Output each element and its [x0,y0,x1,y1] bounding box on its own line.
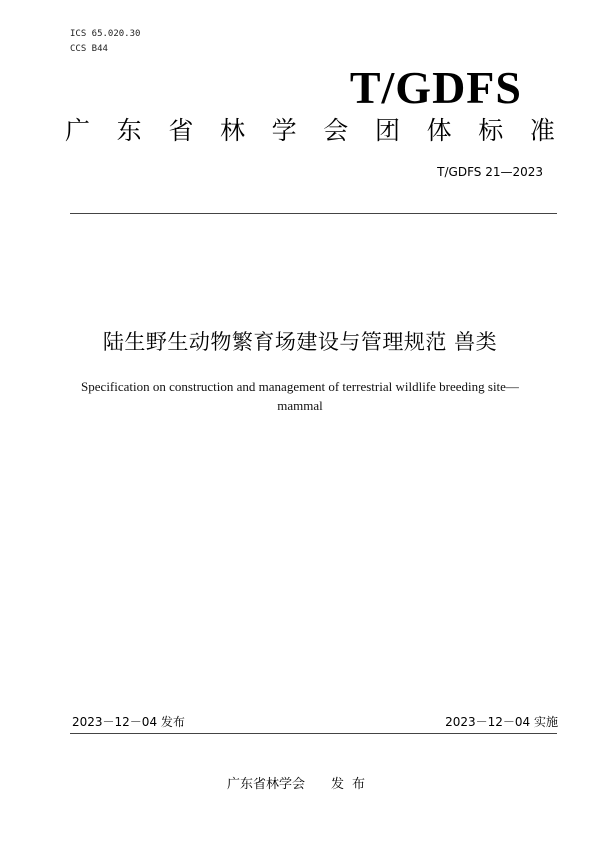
footer-divider [70,733,557,734]
publisher-name: 广东省林学会 [226,777,305,792]
title-english-line1: Specification on construction and management of terrestrial wildlife breeding site— [81,379,519,394]
standard-type-char: 准 [529,116,555,145]
standard-type-char: 广 [65,116,91,145]
standard-number: T/GDFS 21—2023 [437,165,543,179]
standard-type-char: 会 [323,116,349,145]
standard-type-char: 标 [478,116,504,145]
title-english [60,377,540,415]
standard-code: T/GDFS [349,62,522,113]
standard-type-char: 林 [219,116,245,145]
title-english-line2: mammal [277,398,323,413]
standard-type-char: 省 [168,116,194,145]
standard-type-char: 体 [426,116,452,145]
header-divider [70,213,557,214]
standard-type [65,114,555,148]
ics-code: ICS 65.020.30 [70,29,141,39]
publisher [0,776,600,794]
standard-type-char: 学 [271,116,297,145]
title-chinese: 陆生野生动物繁育场建设与管理规范 兽类 [102,330,498,354]
publisher-action: 发布 [331,777,374,792]
standard-type-char: 团 [374,116,400,145]
implementation-date: 2023－12－04 实施 [445,715,558,729]
issue-date: 2023－12－04 发布 [72,715,185,729]
standard-type-char: 东 [116,116,142,145]
ccs-code: CCS B44 [70,44,108,54]
